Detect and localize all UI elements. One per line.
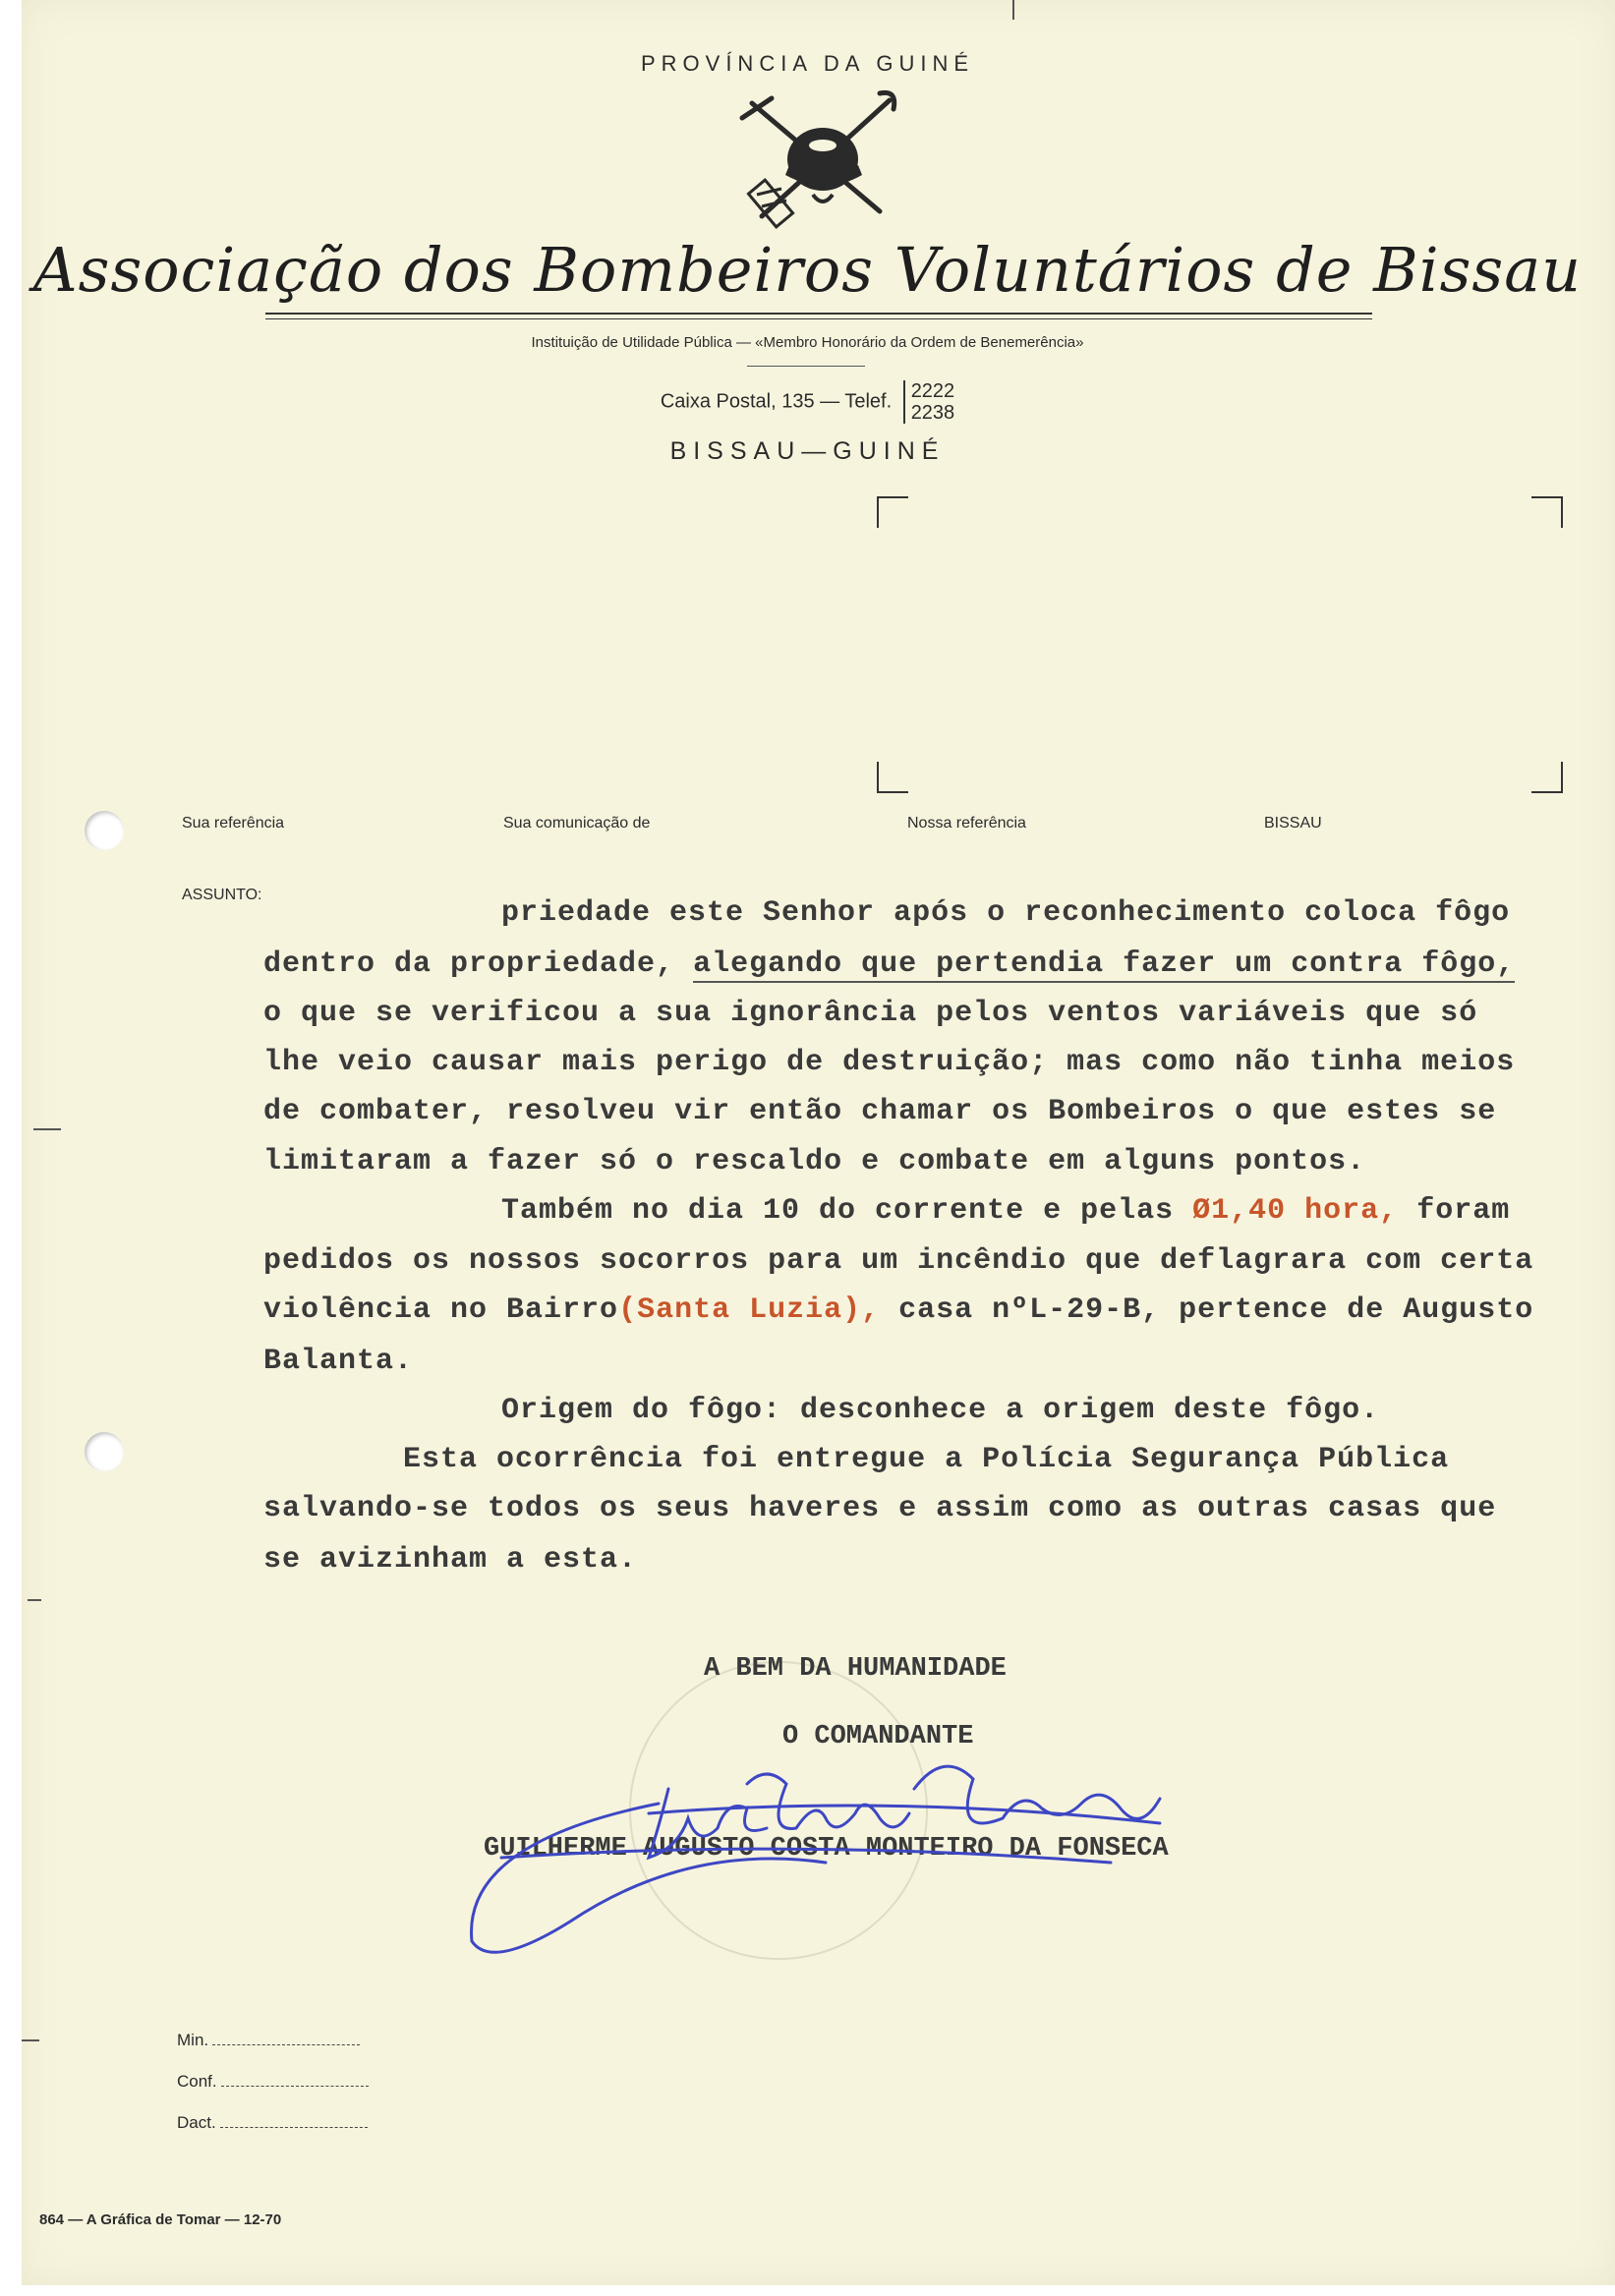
subject-label: ASSUNTO: (182, 887, 262, 903)
punch-hole (85, 1432, 124, 1471)
underlined-phrase: alegando que pertendia fazer um contra fôgo, (693, 947, 1516, 981)
header-rule (265, 318, 1372, 319)
body-line: Origem do fôgo: desconhece a origem deste fôgo. (501, 1394, 1380, 1427)
printer-imprint: 864 — A Gráfica de Tomar — 12-70 (39, 2211, 282, 2228)
top-fold-mark (1012, 0, 1014, 20)
postal-box: Caixa Postal, 135 — Telef. (660, 390, 893, 413)
address-window-corner (1531, 496, 1563, 528)
signer-title: O COMANDANTE (782, 1722, 974, 1751)
our-reference-label: Nossa referência (907, 815, 1026, 832)
place-label: BISSAU (1264, 815, 1322, 832)
body-line: Também no dia 10 do corrente e pelas Ø1,40 hora, foram (501, 1194, 1511, 1228)
handwritten-signature (452, 1730, 1219, 1956)
body-line: priedade este Senhor após o reconhecimento coloca fôgo (501, 896, 1511, 930)
body-line: Esta ocorrência foi entregue a Polícia Segurança Pública (403, 1443, 1450, 1476)
body-line: lhe veio causar mais perigo de destruição; mas como não tinha meios (263, 1046, 1516, 1079)
address-window-corner (877, 762, 908, 793)
institution-line: Instituição de Utilidade Pública — «Membro Honorário da Ordem de Benemerência» (531, 334, 1084, 351)
body-line: pedidos os nossos socorros para um incêndio que deflagrara com certa (263, 1244, 1534, 1278)
body-line: salvando-se todos os seus haveres e assim como as outras casas que (263, 1492, 1497, 1525)
min-field: Min. (177, 2031, 360, 2050)
phone-numbers (903, 380, 955, 424)
body-line: dentro da propriedade, alegando que pertendia fazer um contra fôgo, (263, 947, 1516, 981)
highlighted-time: Ø1,40 hora, (1192, 1194, 1399, 1228)
signer-name: GUILHERME AUGUSTO COSTA MONTEIRO DA FONSECA (484, 1834, 1169, 1864)
body-line: se avizinham a esta. (263, 1543, 638, 1577)
address-window-corner (1531, 762, 1563, 793)
phone-number: 2238 (910, 402, 955, 424)
margin-tick (33, 1128, 61, 1130)
contact-line (0, 380, 1615, 424)
your-reference-label: Sua referência (182, 815, 285, 832)
conf-field: Conf. (177, 2072, 369, 2092)
phone-number: 2222 (910, 380, 955, 402)
dact-field: Dact. (177, 2113, 368, 2133)
highlighted-place: (Santa Luzia), (618, 1293, 881, 1327)
closing-salutation: A BEM DA HUMANIDADE (704, 1654, 1007, 1684)
header-rule (265, 313, 1372, 315)
margin-tick (22, 2039, 39, 2041)
margin-tick (28, 1599, 41, 1601)
body-line: Balanta. (263, 1345, 414, 1378)
city-line: BISSAU—GUINÉ (669, 437, 946, 465)
header-short-rule (747, 366, 865, 367)
body-line: violência no Bairro(Santa Luzia), casa nºL-29-B, pertence de Augusto (263, 1293, 1534, 1327)
body-line: o que se verificou a sua ignorância pelos ventos variáveis que só (263, 997, 1478, 1030)
organization-name: Associação dos Bombeiros Voluntários de Bissau (32, 234, 1583, 306)
address-window-corner (877, 496, 908, 528)
body-line: de combater, resolveu vir então chamar os Bombeiros o que estes se (263, 1095, 1497, 1128)
punch-hole (85, 811, 124, 850)
your-communication-label: Sua comunicação de (503, 815, 651, 832)
body-line: limitaram a fazer só o rescaldo e combate em alguns pontos. (263, 1145, 1366, 1178)
province-heading: PROVÍNCIA DA GUINÉ (640, 51, 975, 76)
firefighter-emblem-icon (732, 88, 909, 236)
